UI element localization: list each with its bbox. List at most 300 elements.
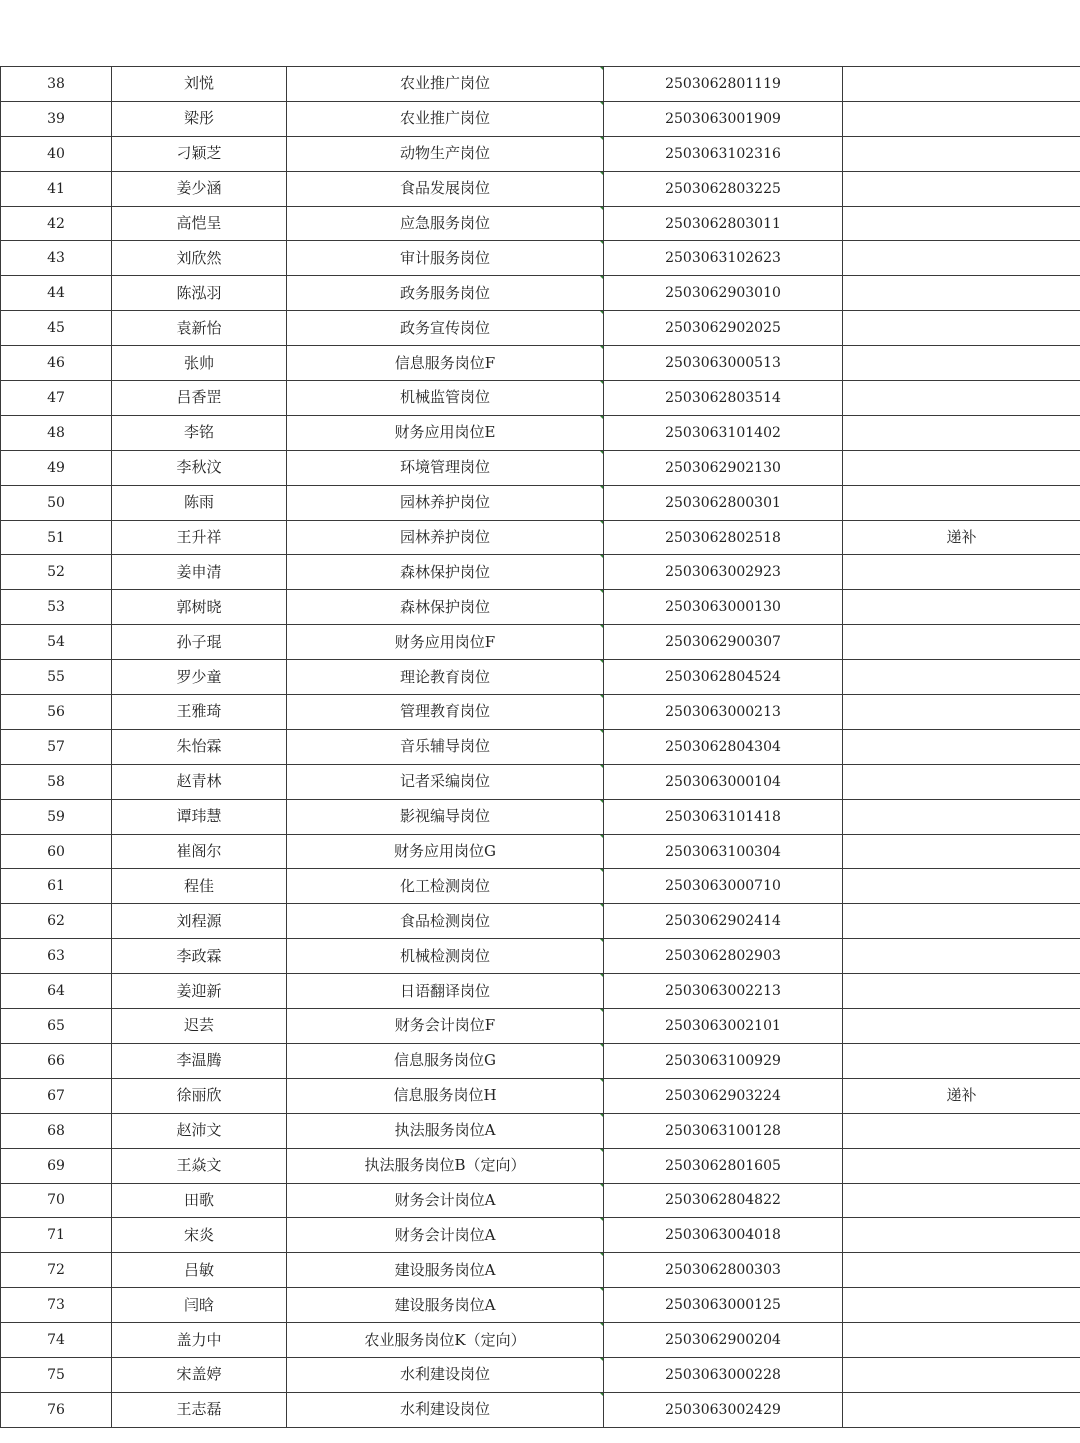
remark-cell xyxy=(843,1113,1080,1148)
row-number-cell-text: 47 xyxy=(47,389,65,406)
table-row xyxy=(1,485,1080,520)
remark-cell xyxy=(843,1288,1080,1323)
ticket-number-cell xyxy=(604,520,843,555)
remark-cell xyxy=(843,171,1080,206)
post-cell xyxy=(287,1148,604,1183)
post-cell xyxy=(287,485,604,520)
post-cell-text: 建设服务岗位A xyxy=(394,1260,496,1279)
name-cell xyxy=(112,1009,287,1044)
name-cell-text: 盖力中 xyxy=(176,1330,222,1349)
name-cell xyxy=(112,1113,287,1148)
name-cell-text: 吕香罡 xyxy=(176,388,222,407)
table-row xyxy=(1,450,1080,485)
roster-table-body xyxy=(1,67,1080,1428)
post-cell xyxy=(287,1288,604,1323)
row-number-cell-text: 42 xyxy=(47,215,65,232)
remark-cell xyxy=(843,276,1080,311)
ticket-number-cell xyxy=(604,904,843,939)
post-cell-text: 化工检测岗位 xyxy=(399,876,490,895)
table-row xyxy=(1,799,1080,834)
row-number-cell-text: 65 xyxy=(47,1017,65,1034)
remark-cell xyxy=(843,1323,1080,1358)
ticket-number-cell-text: 2503062802903 xyxy=(665,948,781,965)
row-number-cell-text: 76 xyxy=(47,1401,65,1418)
ticket-number-cell xyxy=(604,1113,843,1148)
row-number-cell xyxy=(1,974,112,1009)
name-cell-text: 田歌 xyxy=(183,1190,214,1209)
row-number-cell-text: 43 xyxy=(47,250,65,267)
remark-cell xyxy=(843,450,1080,485)
post-cell xyxy=(287,1183,604,1218)
row-number-cell-text: 69 xyxy=(47,1157,65,1174)
name-cell xyxy=(112,1392,287,1427)
row-number-cell-text: 40 xyxy=(47,145,65,162)
row-number-cell-text: 45 xyxy=(47,320,65,337)
name-cell-text: 李铭 xyxy=(183,423,214,442)
ticket-number-cell xyxy=(604,799,843,834)
name-cell-text: 宋炎 xyxy=(183,1225,214,1244)
name-cell-text: 张帅 xyxy=(183,353,214,372)
row-number-cell xyxy=(1,1323,112,1358)
ticket-number-cell xyxy=(604,136,843,171)
name-cell-text: 王焱文 xyxy=(176,1156,222,1175)
ticket-number-cell xyxy=(604,834,843,869)
post-cell-text: 财务应用岗位G xyxy=(394,842,496,861)
ticket-number-cell xyxy=(604,450,843,485)
name-cell xyxy=(112,1183,287,1218)
ticket-number-cell-text: 2503062902130 xyxy=(665,459,781,476)
remark-cell xyxy=(843,729,1080,764)
post-cell-text: 森林保护岗位 xyxy=(399,597,490,616)
name-cell-text: 刘程源 xyxy=(176,911,222,930)
post-cell xyxy=(287,904,604,939)
table-row xyxy=(1,660,1080,695)
name-cell xyxy=(112,101,287,136)
row-number-cell xyxy=(1,520,112,555)
table-row xyxy=(1,206,1080,241)
row-number-cell-text: 60 xyxy=(47,843,65,860)
name-cell xyxy=(112,450,287,485)
post-cell-text: 理论教育岗位 xyxy=(399,667,490,686)
name-cell xyxy=(112,555,287,590)
row-number-cell xyxy=(1,276,112,311)
name-cell xyxy=(112,311,287,346)
remark-cell xyxy=(843,1357,1080,1392)
table-row xyxy=(1,276,1080,311)
table-row xyxy=(1,381,1080,416)
post-cell-text: 政务服务岗位 xyxy=(399,283,490,302)
ticket-number-cell xyxy=(604,381,843,416)
post-cell xyxy=(287,590,604,625)
post-cell xyxy=(287,1323,604,1358)
row-number-cell xyxy=(1,1253,112,1288)
row-number-cell-text: 68 xyxy=(47,1122,65,1139)
post-cell-text: 执法服务岗位B（定向） xyxy=(364,1156,526,1175)
ticket-number-cell-text: 2503063002923 xyxy=(665,564,781,581)
ticket-number-cell xyxy=(604,311,843,346)
table-row xyxy=(1,939,1080,974)
ticket-number-cell-text: 2503063000513 xyxy=(665,355,781,372)
post-cell-text: 管理教育岗位 xyxy=(399,702,490,721)
row-number-cell-text: 66 xyxy=(47,1052,65,1069)
ticket-number-cell xyxy=(604,1323,843,1358)
post-cell xyxy=(287,206,604,241)
ticket-number-cell-text: 2503063102623 xyxy=(665,250,781,267)
ticket-number-cell-text: 2503063000125 xyxy=(665,1297,781,1314)
table-row xyxy=(1,1078,1080,1113)
row-number-cell xyxy=(1,1218,112,1253)
table-row xyxy=(1,1148,1080,1183)
row-number-cell-text: 50 xyxy=(47,494,65,511)
post-cell-text: 水利建设岗位 xyxy=(399,1400,490,1419)
row-number-cell-text: 55 xyxy=(47,669,65,686)
row-number-cell xyxy=(1,590,112,625)
name-cell xyxy=(112,67,287,102)
name-cell xyxy=(112,520,287,555)
row-number-cell xyxy=(1,450,112,485)
name-cell xyxy=(112,660,287,695)
post-cell-text: 财务应用岗位F xyxy=(394,632,496,651)
table-row xyxy=(1,67,1080,102)
table-row xyxy=(1,1009,1080,1044)
ticket-number-cell-text: 2503062902414 xyxy=(665,913,781,930)
table-row xyxy=(1,869,1080,904)
row-number-cell-text: 73 xyxy=(47,1297,65,1314)
ticket-number-cell xyxy=(604,485,843,520)
name-cell-text: 崔阁尔 xyxy=(176,842,222,861)
ticket-number-cell xyxy=(604,660,843,695)
name-cell-text: 李秋汶 xyxy=(176,458,222,477)
name-cell xyxy=(112,939,287,974)
row-number-cell-text: 48 xyxy=(47,424,65,441)
ticket-number-cell-text: 2503063002101 xyxy=(665,1017,781,1034)
post-cell-text: 影视编导岗位 xyxy=(399,807,490,826)
row-number-cell-text: 56 xyxy=(47,703,65,720)
post-cell-text: 机械检测岗位 xyxy=(399,946,490,965)
table-row xyxy=(1,974,1080,1009)
table-row xyxy=(1,136,1080,171)
name-cell xyxy=(112,590,287,625)
row-number-cell xyxy=(1,206,112,241)
row-number-cell xyxy=(1,904,112,939)
ticket-number-cell xyxy=(604,206,843,241)
name-cell xyxy=(112,1288,287,1323)
ticket-number-cell xyxy=(604,1009,843,1044)
row-number-cell xyxy=(1,1357,112,1392)
row-number-cell-text: 58 xyxy=(47,773,65,790)
post-cell-text: 水利建设岗位 xyxy=(399,1365,490,1384)
row-number-cell xyxy=(1,415,112,450)
ticket-number-cell-text: 2503063002429 xyxy=(665,1401,781,1418)
table-row xyxy=(1,1323,1080,1358)
ticket-number-cell xyxy=(604,1357,843,1392)
ticket-number-cell xyxy=(604,1253,843,1288)
remark-cell xyxy=(843,520,1080,555)
post-cell xyxy=(287,974,604,1009)
post-cell xyxy=(287,1078,604,1113)
row-number-cell-text: 61 xyxy=(47,878,65,895)
name-cell xyxy=(112,276,287,311)
row-number-cell xyxy=(1,1288,112,1323)
remark-cell xyxy=(843,660,1080,695)
table-row xyxy=(1,904,1080,939)
remark-cell xyxy=(843,381,1080,416)
name-cell-text: 姜迎新 xyxy=(176,981,222,1000)
name-cell xyxy=(112,381,287,416)
post-cell-text: 财务会计岗位A xyxy=(394,1225,496,1244)
name-cell xyxy=(112,1253,287,1288)
ticket-number-cell xyxy=(604,101,843,136)
name-cell-text: 姜少涵 xyxy=(176,179,222,198)
name-cell-text: 罗少童 xyxy=(176,667,222,686)
name-cell-text: 李政霖 xyxy=(176,946,222,965)
post-cell xyxy=(287,729,604,764)
name-cell-text: 闫晗 xyxy=(183,1295,214,1314)
row-number-cell xyxy=(1,764,112,799)
ticket-number-cell-text: 2503062903010 xyxy=(665,285,781,302)
ticket-number-cell xyxy=(604,1148,843,1183)
name-cell-text: 陈泓羽 xyxy=(176,283,222,302)
name-cell xyxy=(112,974,287,1009)
ticket-number-cell-text: 2503062903224 xyxy=(665,1087,781,1104)
name-cell xyxy=(112,1043,287,1078)
name-cell xyxy=(112,1218,287,1253)
row-number-cell xyxy=(1,729,112,764)
name-cell-text: 刁颖芝 xyxy=(176,144,222,163)
ticket-number-cell-text: 2503062804304 xyxy=(665,738,781,755)
row-number-cell xyxy=(1,695,112,730)
post-cell xyxy=(287,381,604,416)
ticket-number-cell-text: 2503063100929 xyxy=(665,1052,781,1069)
row-number-cell-text: 41 xyxy=(47,180,65,197)
ticket-number-cell xyxy=(604,695,843,730)
table-row xyxy=(1,520,1080,555)
ticket-number-cell-text: 2503062900307 xyxy=(665,634,781,651)
remark-cell xyxy=(843,590,1080,625)
remark-cell xyxy=(843,904,1080,939)
table-row xyxy=(1,171,1080,206)
post-cell-text: 信息服务岗位F xyxy=(394,353,496,372)
row-number-cell-text: 46 xyxy=(47,355,65,372)
name-cell-text: 吕敏 xyxy=(183,1260,214,1279)
remark-cell xyxy=(843,869,1080,904)
post-cell xyxy=(287,415,604,450)
post-cell xyxy=(287,1113,604,1148)
name-cell-text: 李温腾 xyxy=(176,1051,222,1070)
name-cell xyxy=(112,799,287,834)
remark-cell xyxy=(843,1148,1080,1183)
post-cell xyxy=(287,1009,604,1044)
remark-cell xyxy=(843,1218,1080,1253)
ticket-number-cell-text: 2503062800301 xyxy=(665,494,781,511)
row-number-cell-text: 54 xyxy=(47,634,65,651)
name-cell xyxy=(112,206,287,241)
name-cell-text: 宋盖婷 xyxy=(176,1365,222,1384)
row-number-cell xyxy=(1,1148,112,1183)
name-cell xyxy=(112,136,287,171)
name-cell-text: 朱怡霖 xyxy=(176,737,222,756)
ticket-number-cell xyxy=(604,1078,843,1113)
name-cell xyxy=(112,1357,287,1392)
ticket-number-cell xyxy=(604,974,843,1009)
remark-cell xyxy=(843,1183,1080,1218)
ticket-number-cell-text: 2503063100128 xyxy=(665,1122,781,1139)
remark-cell xyxy=(843,695,1080,730)
remark-cell xyxy=(843,974,1080,1009)
post-cell xyxy=(287,1357,604,1392)
ticket-number-cell-text: 2503062802518 xyxy=(665,529,781,546)
remark-cell xyxy=(843,1392,1080,1427)
table-row xyxy=(1,415,1080,450)
remark-cell xyxy=(843,1078,1080,1113)
name-cell-text: 王志磊 xyxy=(176,1400,222,1419)
ticket-number-cell xyxy=(604,276,843,311)
name-cell xyxy=(112,695,287,730)
post-cell xyxy=(287,834,604,869)
table-row xyxy=(1,101,1080,136)
row-number-cell xyxy=(1,625,112,660)
post-cell-text: 农业推广岗位 xyxy=(399,74,490,93)
table-row xyxy=(1,346,1080,381)
table-row xyxy=(1,729,1080,764)
ticket-number-cell xyxy=(604,346,843,381)
row-number-cell-text: 64 xyxy=(47,983,65,1000)
ticket-number-cell-text: 2503063101418 xyxy=(665,808,781,825)
table-row xyxy=(1,625,1080,660)
name-cell-text: 刘欣然 xyxy=(176,248,222,267)
ticket-number-cell-text: 2503063000213 xyxy=(665,703,781,720)
post-cell xyxy=(287,1043,604,1078)
name-cell xyxy=(112,485,287,520)
remark-cell xyxy=(843,67,1080,102)
post-cell-text: 动物生产岗位 xyxy=(399,144,490,163)
name-cell-text: 谭玮慧 xyxy=(176,807,222,826)
name-cell-text: 赵沛文 xyxy=(176,1121,222,1140)
ticket-number-cell-text: 2503063000130 xyxy=(665,599,781,616)
row-number-cell-text: 52 xyxy=(47,564,65,581)
post-cell xyxy=(287,660,604,695)
roster-table xyxy=(0,66,1080,1428)
post-cell xyxy=(287,520,604,555)
name-cell xyxy=(112,869,287,904)
row-number-cell xyxy=(1,485,112,520)
row-number-cell xyxy=(1,1043,112,1078)
post-cell-text: 财务会计岗位F xyxy=(394,1016,496,1035)
remark-cell xyxy=(843,764,1080,799)
row-number-cell-text: 57 xyxy=(47,738,65,755)
row-number-cell-text: 67 xyxy=(47,1087,65,1104)
row-number-cell-text: 63 xyxy=(47,948,65,965)
ticket-number-cell-text: 2503062803514 xyxy=(665,389,781,406)
row-number-cell-text: 53 xyxy=(47,599,65,616)
post-cell xyxy=(287,695,604,730)
ticket-number-cell-text: 2503062803011 xyxy=(665,215,781,232)
post-cell-text: 应急服务岗位 xyxy=(399,214,490,232)
row-number-cell xyxy=(1,834,112,869)
name-cell xyxy=(112,1148,287,1183)
name-cell-text: 孙子琨 xyxy=(176,632,222,651)
ticket-number-cell xyxy=(604,590,843,625)
post-cell-text: 政务宣传岗位 xyxy=(399,318,490,337)
name-cell xyxy=(112,1078,287,1113)
name-cell-text: 迟芸 xyxy=(183,1016,214,1035)
ticket-number-cell xyxy=(604,869,843,904)
post-cell xyxy=(287,764,604,799)
name-cell-text: 姜申清 xyxy=(176,562,222,581)
ticket-number-cell-text: 2503063001909 xyxy=(665,110,781,127)
post-cell-text: 建设服务岗位A xyxy=(394,1295,496,1314)
remark-cell-text: 递补 xyxy=(946,1086,977,1105)
post-cell xyxy=(287,276,604,311)
post-cell xyxy=(287,171,604,206)
table-row xyxy=(1,555,1080,590)
row-number-cell-text: 62 xyxy=(47,913,65,930)
post-cell-text: 环境管理岗位 xyxy=(399,458,490,477)
ticket-number-cell-text: 2503062803225 xyxy=(665,180,781,197)
post-cell-text: 园林养护岗位 xyxy=(399,528,490,547)
roster-sheet xyxy=(0,66,1080,1428)
table-row xyxy=(1,834,1080,869)
row-number-cell-text: 49 xyxy=(47,459,65,476)
ticket-number-cell-text: 2503062801605 xyxy=(665,1157,781,1174)
row-number-cell-text: 71 xyxy=(47,1227,65,1244)
row-number-cell xyxy=(1,171,112,206)
ticket-number-cell-text: 2503063100304 xyxy=(665,843,781,860)
table-row xyxy=(1,311,1080,346)
name-cell xyxy=(112,1323,287,1358)
row-number-cell xyxy=(1,1183,112,1218)
row-number-cell-text: 39 xyxy=(47,110,65,127)
post-cell-text: 财务会计岗位A xyxy=(394,1190,496,1209)
post-cell-text: 执法服务岗位A xyxy=(394,1121,496,1140)
remark-cell xyxy=(843,346,1080,381)
row-number-cell xyxy=(1,555,112,590)
remark-cell xyxy=(843,136,1080,171)
post-cell-text: 森林保护岗位 xyxy=(399,562,490,581)
post-cell-text: 农业推广岗位 xyxy=(399,109,490,128)
name-cell xyxy=(112,834,287,869)
table-row xyxy=(1,1357,1080,1392)
row-number-cell xyxy=(1,1113,112,1148)
ticket-number-cell-text: 2503062804524 xyxy=(665,669,781,686)
ticket-number-cell-text: 2503062800303 xyxy=(665,1262,781,1279)
row-number-cell xyxy=(1,1078,112,1113)
ticket-number-cell xyxy=(604,241,843,276)
post-cell-text: 农业服务岗位K（定向） xyxy=(364,1330,526,1349)
name-cell xyxy=(112,729,287,764)
ticket-number-cell xyxy=(604,1288,843,1323)
row-number-cell xyxy=(1,869,112,904)
ticket-number-cell-text: 2503063000710 xyxy=(665,878,781,895)
row-number-cell-text: 70 xyxy=(47,1192,65,1209)
name-cell xyxy=(112,171,287,206)
table-row xyxy=(1,1218,1080,1253)
post-cell xyxy=(287,1253,604,1288)
post-cell xyxy=(287,311,604,346)
ticket-number-cell-text: 2503063002213 xyxy=(665,983,781,1000)
row-number-cell-text: 51 xyxy=(47,529,65,546)
post-cell-text: 园林养护岗位 xyxy=(399,493,490,512)
remark-cell xyxy=(843,485,1080,520)
row-number-cell xyxy=(1,660,112,695)
remark-cell xyxy=(843,834,1080,869)
table-row xyxy=(1,590,1080,625)
name-cell-text: 赵青林 xyxy=(176,772,222,791)
ticket-number-cell xyxy=(604,1183,843,1218)
name-cell-text: 高恺呈 xyxy=(176,214,222,232)
post-cell xyxy=(287,1392,604,1427)
name-cell-text: 刘悦 xyxy=(183,74,214,93)
